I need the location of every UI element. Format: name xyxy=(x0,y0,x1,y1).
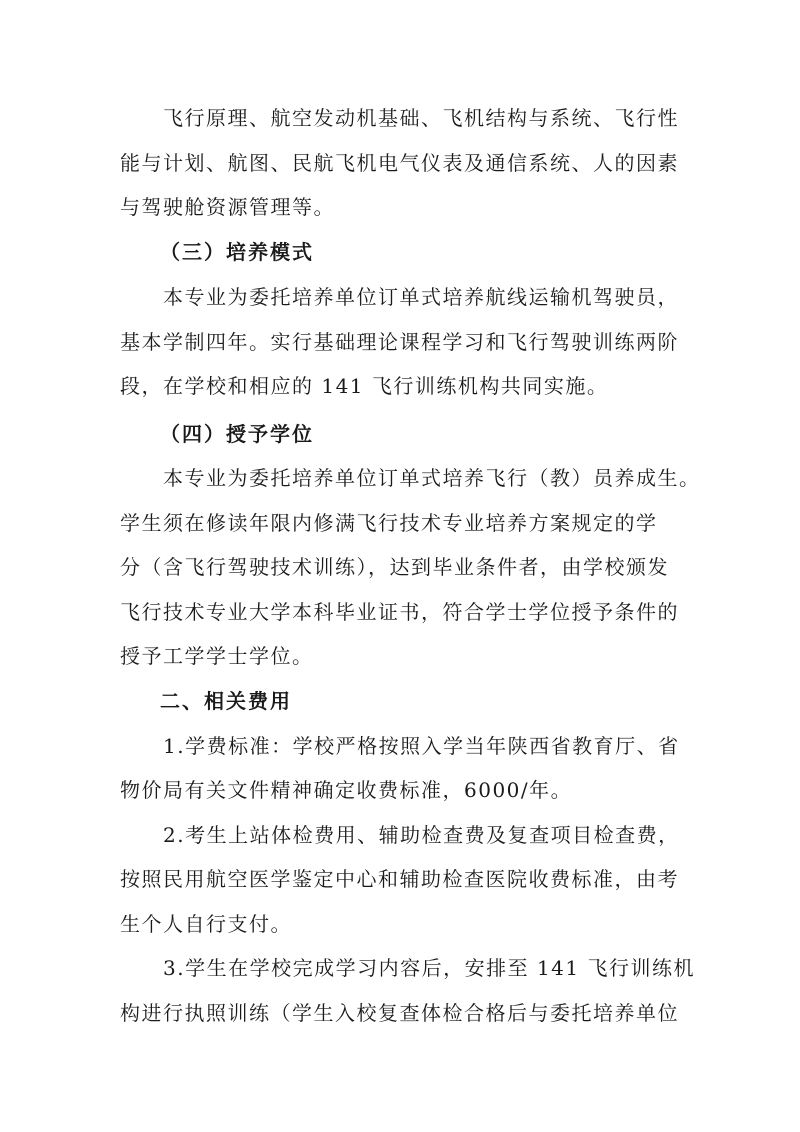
paragraph-line: 按照民用航空医学鉴定中心和辅助检查医院收费标准，由考 xyxy=(120,867,679,891)
paragraph-line: 构进行执照训练（学生入校复查体检合格后与委托培养单位 xyxy=(120,1001,679,1025)
paragraph-line: 学生须在修读年限内修满飞行技术专业培养方案规定的学 xyxy=(120,511,658,535)
paragraph-line: 3.学生在学校完成学习内容后，安排至 141 飞行训练机 xyxy=(163,956,695,980)
paragraph-line: 能与计划、航图、民航飞机电气仪表及通信系统、人的因素 xyxy=(120,151,679,175)
paragraph-line: 1.学费标准：学校严格按照入学当年陕西省教育厅、省 xyxy=(163,734,680,758)
paragraph-line: 与驾驶舱资源管理等。 xyxy=(120,195,335,219)
paragraph-line: 飞行原理、航空发动机基础、飞机结构与系统、飞行性 xyxy=(163,106,679,130)
paragraph-line: 段，在学校和相应的 141 飞行训练机构共同实施。 xyxy=(120,374,609,398)
paragraph-line: 本专业为委托培养单位订单式培养飞行（教）员养成生。 xyxy=(163,466,701,490)
section-heading: 二、相关费用 xyxy=(160,689,292,713)
paragraph-line: 物价局有关文件精神确定收费标准，6000/年。 xyxy=(120,778,573,802)
paragraph-line: 授予工学学士学位。 xyxy=(120,644,314,668)
paragraph-line: 飞行技术专业大学本科毕业证书，符合学士学位授予条件的 xyxy=(120,600,679,624)
paragraph-line: 分（含飞行驾驶技术训练），达到毕业条件者，由学校颁发 xyxy=(120,555,669,579)
paragraph-line: 2.考生上站体检费用、辅助检查费及复查项目检查费， xyxy=(163,823,680,847)
section-heading: （四）授予学位 xyxy=(160,422,314,446)
paragraph-line: 本专业为委托培养单位订单式培养航线运输机驾驶员， xyxy=(163,285,679,309)
paragraph-line: 生个人自行支付。 xyxy=(120,912,292,936)
paragraph-line: 基本学制四年。实行基础理论课程学习和飞行驾驶训练两阶 xyxy=(120,330,679,354)
section-heading: （三）培养模式 xyxy=(160,240,314,264)
